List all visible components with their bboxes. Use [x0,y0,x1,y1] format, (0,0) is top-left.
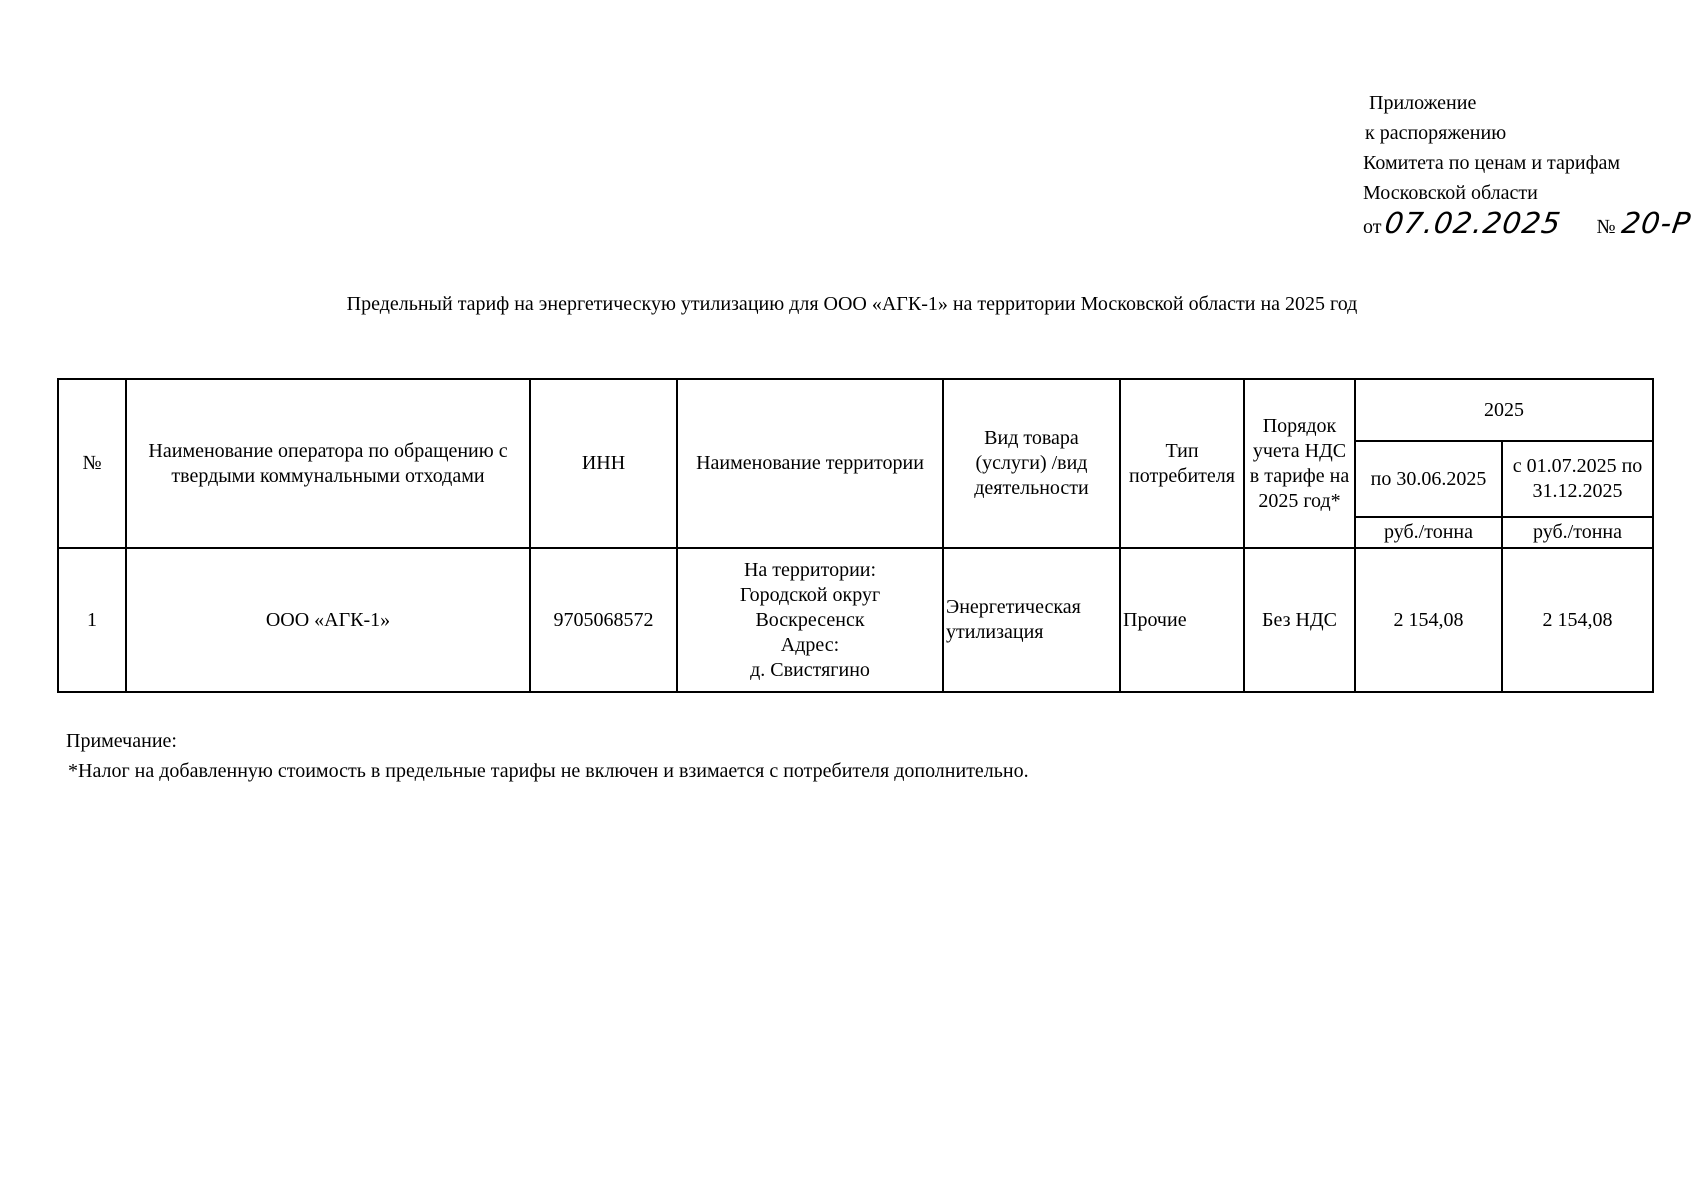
appendix-line-4: Московской области [1363,182,1538,204]
cell-territory [677,548,943,692]
territory-line: Адрес: [780,633,840,656]
appendix-line-3: Комитета по ценам и тарифам [1363,152,1621,174]
number-label: № [1596,216,1616,238]
cell-goods: Энергетическая утилизация [943,548,1120,692]
header-year: 2025 [1355,379,1653,441]
note-text: *Налог на добавленную стоимость в предельные тарифы не включен и взимается с потребителя дополнительно. [68,760,1029,782]
header-inn: ИНН [530,379,677,548]
appendix-date-line [1363,206,1693,244]
cell-num: 1 [58,548,126,692]
territory-line: Воскресенск [755,608,865,631]
header-operator: Наименование оператора по обращению с твердыми коммунальными отходами [126,379,530,548]
territory-line: д. Свистягино [750,658,870,681]
note-block [66,726,1029,786]
header-period-2: с 01.07.2025 по 31.12.2025 [1502,441,1653,517]
header-goods: Вид товара (услуги) /вид деятельности [943,379,1120,548]
cell-tariff-2: 2 154,08 [1502,548,1653,692]
appendix-line-2: к распоряжению [1365,122,1507,144]
cell-tariff-1: 2 154,08 [1355,548,1502,692]
header-period-1: по 30.06.2025 [1355,441,1502,517]
tariff-table [57,378,1654,693]
appendix-block [1363,88,1693,244]
header-consumer: Тип потребителя [1120,379,1244,548]
territory-line: На территории: [743,558,877,581]
header-vat: Порядок учета НДС в тарифе на 2025 год* [1244,379,1355,548]
cell-inn: 9705068572 [530,548,677,692]
cell-operator: ООО «АГК-1» [126,548,530,692]
cell-vat: Без НДС [1244,548,1355,692]
handwritten-number: 20-Р [1619,206,1693,240]
appendix-line-1: Приложение [1369,92,1477,114]
date-prefix: от [1363,216,1382,238]
handwritten-date: 07.02.2025 [1383,206,1564,240]
table-header-row [58,379,1653,441]
table-row [58,548,1653,692]
cell-consumer: Прочие [1120,548,1244,692]
document-title: Предельный тариф на энергетическую утилизацию для ООО «АГК-1» на территории Московской области на 2025 год [346,293,1358,315]
header-unit-2: руб./тонна [1502,517,1653,548]
note-label: Примечание: [66,730,177,752]
header-territory: Наименование территории [677,379,943,548]
header-unit-1: руб./тонна [1355,517,1502,548]
header-num: № [58,379,126,548]
territory-line: Городской округ [739,583,881,606]
